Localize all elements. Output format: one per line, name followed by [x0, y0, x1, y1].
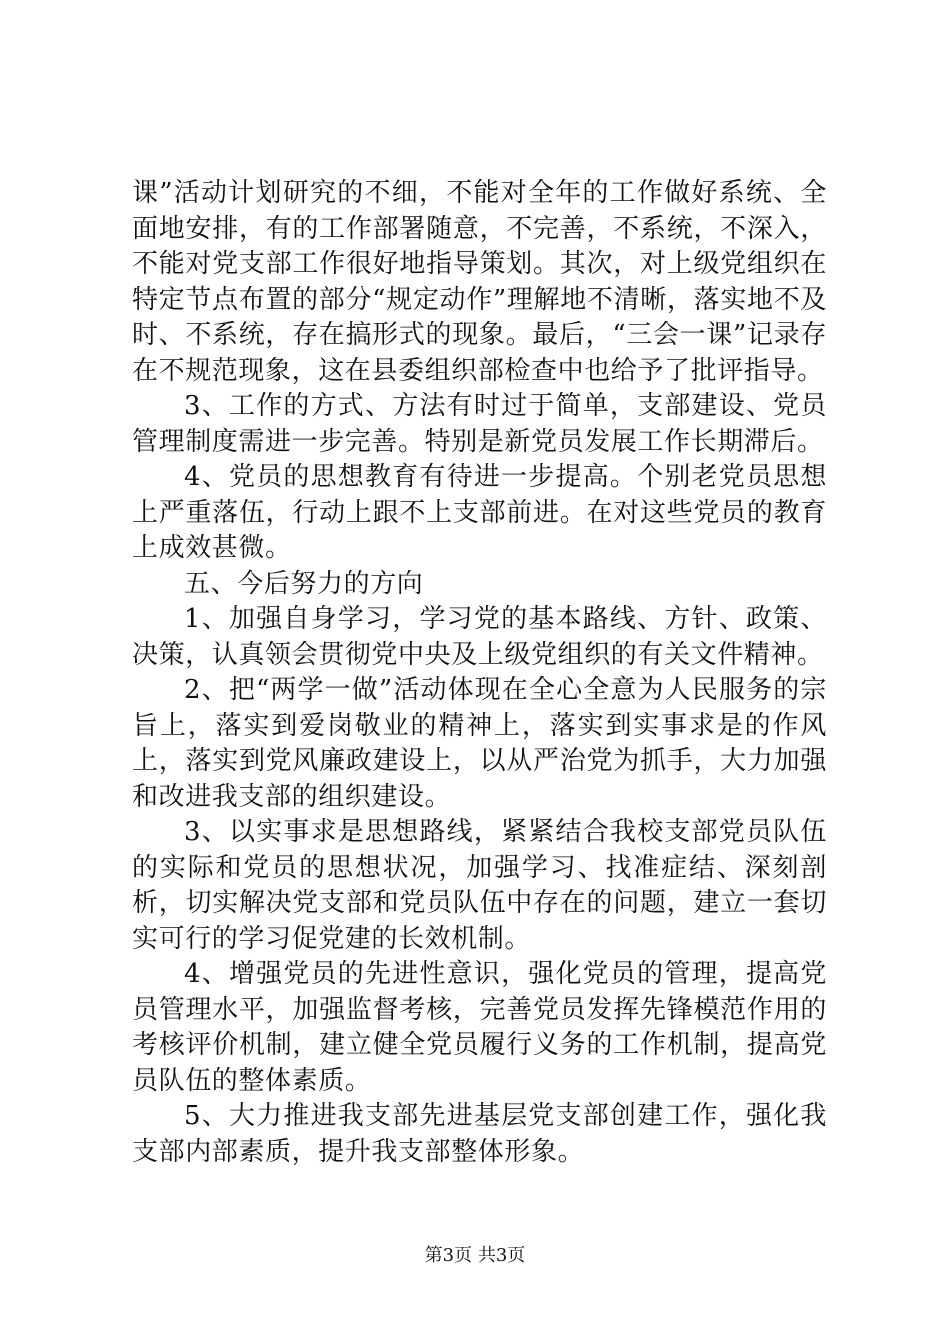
- paragraph-direction-2: 2、把“两学一做”活动体现在全心全意为人民服务的宗旨上，落实到爱岗敬业的精神上，落实到实事求是的作风上，落实到党风廉政建设上，以从严治党为抓手，大力加强和改进我支部的组织建设。: [132, 675, 827, 812]
- section-heading-future-direction: 五、今后努力的方向: [184, 568, 424, 599]
- paragraph-direction-1: 1、加强自身学习，学习党的基本路线、方针、政策、决策，认真领会贯彻党中央及上级党组织的有关文件精神。: [132, 604, 827, 670]
- page-number-label: 第3页 共3页: [424, 1245, 526, 1266]
- paragraph-direction-3: 3、以实事求是思想路线，紧紧结合我校支部党员队伍的实际和党员的思想状况，加强学习、找准症结、深刻剖析，切实解决党支部和党员队伍中存在的问题，建立一套切实可行的学习促党建的长效机制。: [132, 817, 827, 954]
- paragraph-issue-3: 3、工作的方式、方法有时过于简单，支部建设、党员管理制度需进一步完善。特别是新党员发展工作长期滞后。: [132, 391, 827, 457]
- paragraph-issue-4: 4、党员的思想教育有待进一步提高。个别老党员思想上严重落伍，行动上跟不上支部前进。在对这些党员的教育上成效甚微。: [132, 462, 827, 563]
- document-body: [132, 176, 827, 1170]
- paragraph-direction-5: 5、大力推进我支部先进基层党支部创建工作，强化我支部内部素质，提升我支部整体形象。: [132, 1101, 827, 1167]
- paragraph-direction-4: 4、增强党员的先进性意识，强化党员的管理，提高党员管理水平，加强监督考核，完善党员发挥先锋模范作用的考核评价机制，建立健全党员履行义务的工作机制，提高党员队伍的整体素质。: [132, 959, 827, 1096]
- paragraph-continuation: 课”活动计划研究的不细，不能对全年的工作做好系统、全面地安排，有的工作部署随意，不完善，不系统，不深入，不能对党支部工作很好地指导策划。其次，对上级党组织在特定节点布置的部分“规定动作”理解地不清晰，落实地不及时、不系统，存在搞形式的现象。最后，“三会一课”记录存在不规范现象，这在县委组织部检查中也给予了批评指导。: [132, 178, 827, 386]
- page-footer: [0, 1244, 950, 1268]
